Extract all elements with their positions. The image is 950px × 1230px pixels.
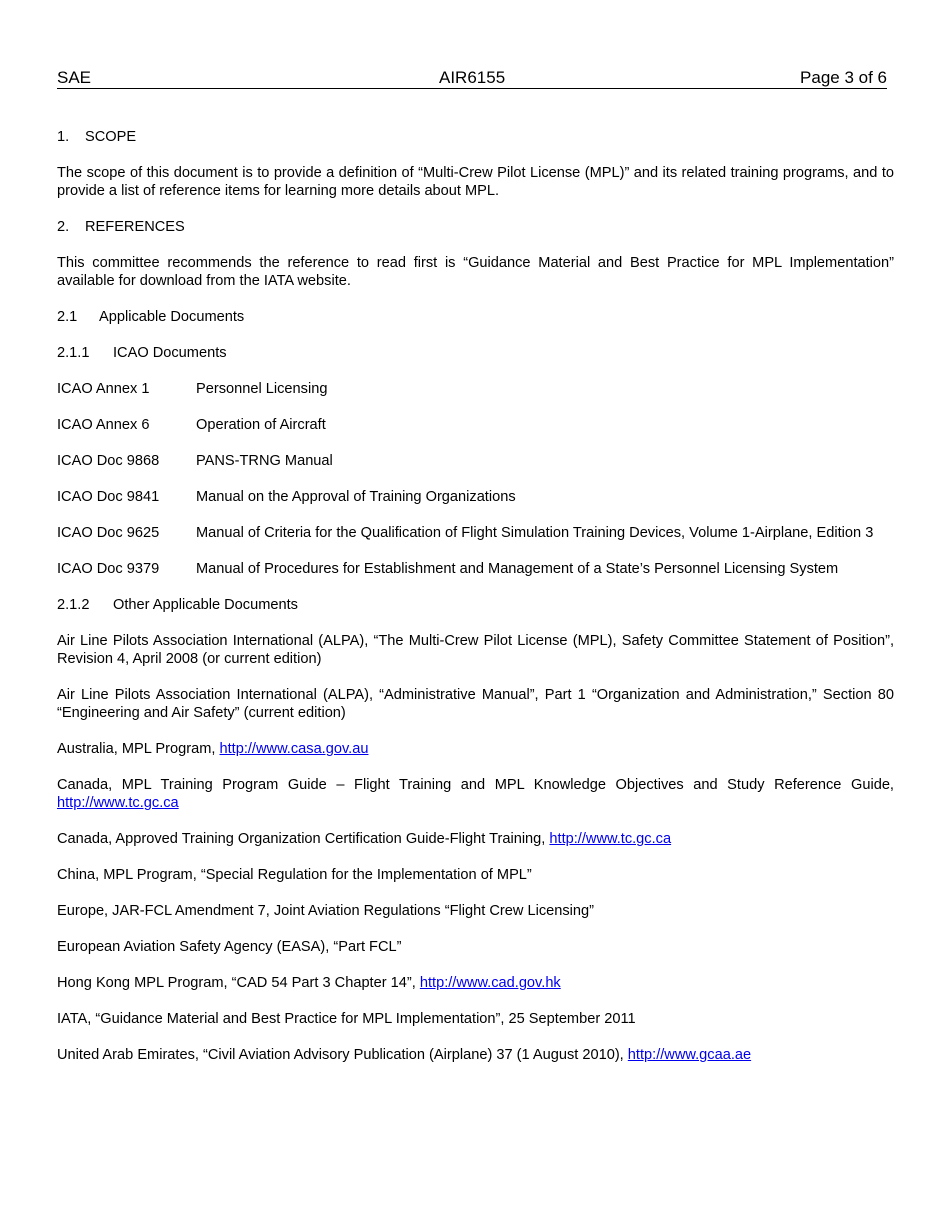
icao-reference-item (57, 560, 894, 578)
document-body (57, 128, 894, 1082)
other-reference-item: Air Line Pilots Association International (ALPA), “Administrative Manual”, Part 1 “Organization and Administration,” Section 80 “Engineering and Air Safety” (current edition) (57, 687, 894, 721)
cad-hong-kong-link[interactable]: http://www.cad.gov.hk (419, 975, 561, 991)
other-reference-item: IATA, “Guidance Material and Best Practice for MPL Implementation”, 25 September 2011 (57, 1011, 636, 1027)
scope-paragraph: The scope of this document is to provide a definition of “Multi-Crew Pilot License (MPL)” and its related training programs, and to provide a list of reference items for learning more details about MPL. (57, 165, 894, 199)
icao-reference-title: Manual of Procedures for Establishment and Management of a State’s Personnel Licensing System (196, 561, 839, 577)
icao-reference-title: PANS-TRNG Manual (196, 453, 333, 469)
other-reference-item: Canada, Approved Training Organization Certification Guide-Flight Training, http://www.tc.gc.ca (57, 831, 672, 847)
header-org: SAE (57, 68, 92, 87)
other-reference-item: Europe, JAR-FCL Amendment 7, Joint Aviation Regulations “Flight Crew Licensing” (57, 903, 594, 919)
header-page-number: Page 3 of 6 (800, 68, 887, 87)
page-header (57, 68, 887, 89)
references-intro-paragraph: This committee recommends the reference to read first is “Guidance Material and Best Practice for MPL Implementation” available for download from the IATA website. (57, 255, 894, 289)
other-reference-item: Australia, MPL Program, http://www.casa.gov.au (57, 741, 369, 757)
icao-reference-code: ICAO Doc 9868 (57, 453, 160, 469)
icao-reference-title: Operation of Aircraft (196, 417, 326, 433)
gcaa-link[interactable]: http://www.gcaa.ae (627, 1047, 752, 1063)
other-reference-item: Hong Kong MPL Program, “CAD 54 Part 3 Chapter 14”, http://www.cad.gov.hk (57, 975, 561, 991)
icao-reference-code: ICAO Doc 9841 (57, 489, 160, 505)
icao-reference-item (57, 380, 894, 398)
other-document-list (57, 632, 894, 1064)
icao-reference-code: ICAO Annex 1 (57, 381, 150, 397)
section-scope-heading: 1. SCOPE (57, 129, 137, 145)
icao-reference-code: ICAO Doc 9379 (57, 561, 160, 577)
transport-canada-link[interactable]: http://www.tc.gc.ca (549, 831, 672, 847)
section-icao-documents-heading: 2.1.1 ICAO Documents (57, 345, 227, 361)
transport-canada-link[interactable]: http://www.tc.gc.ca (57, 795, 179, 811)
icao-reference-title: Manual of Criteria for the Qualification of Flight Simulation Training Devices, Volume 1-Airplane, Edition 3 (196, 525, 874, 541)
icao-reference-item (57, 524, 894, 542)
other-reference-item: Air Line Pilots Association International (ALPA), “The Multi-Crew Pilot License (MPL), Safety Committee Statement of Position”, Revision 4, April 2008 (or current edition) (57, 633, 894, 667)
casa-link[interactable]: http://www.casa.gov.au (219, 741, 369, 757)
other-reference-item: European Aviation Safety Agency (EASA), “Part FCL” (57, 939, 402, 955)
section-applicable-documents-heading: 2.1 Applicable Documents (57, 309, 245, 325)
icao-reference-item (57, 452, 894, 470)
icao-reference-code: ICAO Doc 9625 (57, 525, 160, 541)
section-other-documents-heading: 2.1.2 Other Applicable Documents (57, 597, 298, 613)
icao-reference-title: Personnel Licensing (196, 381, 328, 397)
icao-reference-item (57, 488, 894, 506)
icao-reference-item (57, 416, 894, 434)
icao-reference-code: ICAO Annex 6 (57, 417, 150, 433)
other-reference-item: China, MPL Program, “Special Regulation for the Implementation of MPL” (57, 867, 532, 883)
other-reference-item: United Arab Emirates, “Civil Aviation Advisory Publication (Airplane) 37 (1 August 2010), http://www.gcaa.ae (57, 1047, 752, 1063)
icao-reference-title: Manual on the Approval of Training Organizations (196, 489, 516, 505)
section-references-heading: 2. REFERENCES (57, 219, 185, 235)
other-reference-item: Canada, MPL Training Program Guide – Flight Training and MPL Knowledge Objectives and Study Reference Guide, http://www.tc.gc.ca (57, 777, 894, 811)
icao-document-list (57, 380, 894, 578)
header-doc-number: AIR6155 (439, 68, 506, 87)
